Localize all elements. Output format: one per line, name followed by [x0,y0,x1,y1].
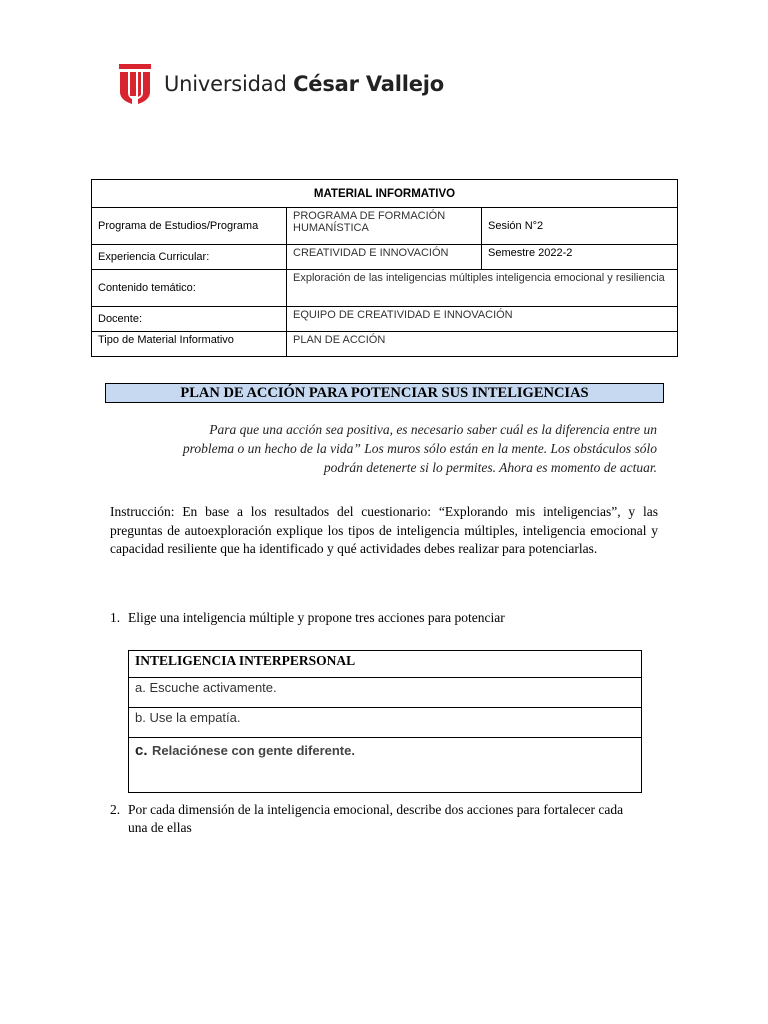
action-c [129,738,642,793]
row-label: Experiencia Curricular: [92,245,287,270]
intelligence-table [128,650,642,793]
question-text: Elige una inteligencia múltiple y propone tres acciones para potenciar [128,610,505,625]
university-name [164,72,444,96]
question-number: 2. [110,802,121,817]
table-row [129,738,642,793]
table-row [129,708,642,738]
row-label: Contenido temático: [92,270,287,307]
intelligence-title: INTELIGENCIA INTERPERSONAL [129,651,642,678]
action-b: b. Use la empatía. [129,708,642,738]
row-value: Exploración de las inteligencias múltiples inteligencia emocional y resiliencia [287,270,678,307]
table-row [129,651,642,678]
table-row [129,678,642,708]
action-a: a. Escuche activamente. [129,678,642,708]
question-text-line2: una de ellas [128,820,192,835]
table-row [92,307,678,332]
table-row [92,270,678,307]
question-1 [110,609,658,627]
table-title: MATERIAL INFORMATIVO [92,180,678,208]
table-row [92,332,678,357]
instruction-text: Instrucción: En base a los resultados del cuestionario: “Explorando mis inteligencias”, y las preguntas de autoexploración explique los tipos de inteligencia múltiples, inteligencia emocional y capacidad resiliente que ha identificado y qué actividades debes realizar para potenciarlas. [110,504,658,556]
row-label: Programa de Estudios/Programa [92,208,287,245]
plan-title: PLAN DE ACCIÓN PARA POTENCIAR SUS INTELIGENCIAS [105,383,664,403]
question-2 [110,801,658,837]
row-value: CREATIVIDAD E INNOVACIÓN [287,245,482,270]
ucv-shield-icon [118,62,152,106]
question-text-line1: Por cada dimensión de la inteligencia emocional, describe dos acciones para fortalecer cada [128,802,624,817]
row-extra: Sesión N°2 [482,208,678,245]
quote: Para que una acción sea positiva, es necesario saber cuál es la diferencia entre un problema o un hecho de la vida” Los muros sólo están en la mente. Los obstáculos sólo podrán detenerte si lo permites. Ahora es momento de actuar. [182,422,657,475]
action-c-letter: c. [135,742,148,759]
table-row [92,245,678,270]
material-info-table [91,179,678,357]
row-label: Docente: [92,307,287,332]
action-c-text: Relaciónese con gente diferente. [151,743,355,758]
table-row [92,208,678,245]
row-label: Tipo de Material Informativo [92,332,287,357]
row-value: PROGRAMA DE FORMACIÓN HUMANÍSTICA [287,208,482,245]
row-value: EQUIPO DE CREATIVIDAD E INNOVACIÓN [287,307,678,332]
row-extra: Semestre 2022-2 [482,245,678,270]
university-name-regular: Universidad [164,72,294,96]
university-logo [118,62,444,106]
row-value: PLAN DE ACCIÓN [287,332,678,357]
question-number: 1. [110,610,121,625]
university-name-bold: César Vallejo [293,72,445,96]
table-row [92,180,678,208]
